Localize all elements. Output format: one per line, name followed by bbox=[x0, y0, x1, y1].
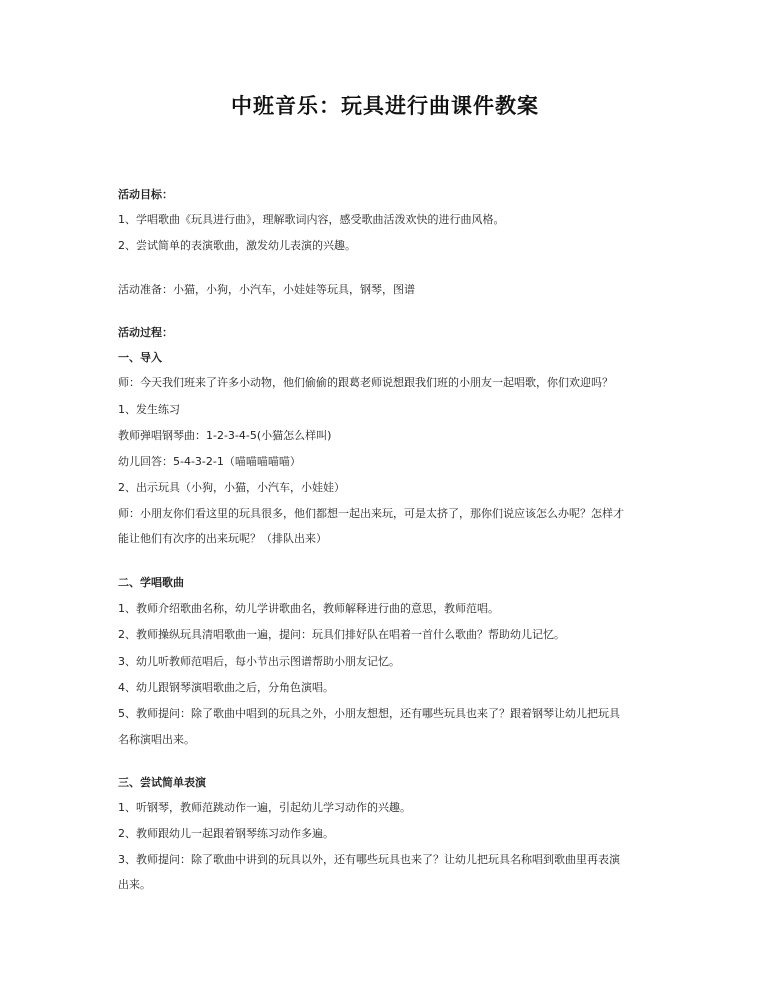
text-line: 1、学唱歌曲《玩具进行曲》，理解歌词内容，感受歌曲活泼欢快的进行曲风格。 bbox=[118, 213, 505, 226]
text-line: 1、发生练习 bbox=[118, 403, 180, 416]
text-line: 2、教师跟幼儿一起跟着钢琴练习动作多遍。 bbox=[118, 827, 334, 840]
heading-intro: 一、导入 bbox=[118, 351, 162, 364]
section-label-preparation: 活动准备：小猫，小狗，小汽车，小娃娃等玩具，钢琴，图谱 bbox=[118, 283, 415, 296]
text-line: 2、教师操纵玩具清唱歌曲一遍，提问：玩具们排好队在唱着一首什么歌曲？帮助幼儿记忆。 bbox=[118, 628, 565, 641]
text-line: 师：今天我们班来了许多小动物，他们偷偷的跟葛老师说想跟我们班的小朋友一起唱歌，你们欢迎吗？ bbox=[118, 376, 613, 389]
text-line: 出来。 bbox=[118, 878, 151, 891]
text-line: 3、教师提问：除了歌曲中讲到的玩具以外，还有哪些玩具也来了？让幼儿把玩具名称唱到歌曲里再表演 bbox=[118, 853, 620, 866]
heading-learn-song: 二、学唱歌曲 bbox=[118, 576, 184, 589]
text-line: 1、教师介绍歌曲名称，幼儿学讲歌曲名，教师解释进行曲的意思，教师范唱。 bbox=[118, 602, 499, 615]
text-line: 3、幼儿听教师范唱后，每小节出示图谱帮助小朋友记忆。 bbox=[118, 655, 400, 668]
text-line: 名称演唱出来。 bbox=[118, 733, 195, 746]
text-line: 5、教师提问：除了歌曲中唱到的玩具之外，小朋友想想，还有哪些玩具也来了？跟着钢琴让幼儿把玩具 bbox=[118, 707, 620, 720]
text-line: 2、出示玩具（小狗，小猫，小汽车，小娃娃） bbox=[118, 481, 345, 494]
heading-performance: 三、尝试简单表演 bbox=[118, 776, 206, 789]
document-title: 中班音乐：玩具进行曲课件教案 bbox=[231, 93, 539, 118]
text-line: 2、尝试简单的表演歌曲，激发幼儿表演的兴趣。 bbox=[118, 239, 356, 252]
section-label-goals: 活动目标： bbox=[118, 188, 173, 201]
text-line: 1、听钢琴，教师范跳动作一遍，引起幼儿学习动作的兴趣。 bbox=[118, 801, 411, 814]
text-line: 能让他们有次序的出来玩呢？（排队出来） bbox=[118, 532, 327, 545]
text-line: 4、幼儿跟钢琴演唱歌曲之后，分角色演唱。 bbox=[118, 681, 334, 694]
text-line: 师：小朋友你们看这里的玩具很多，他们都想一起出来玩，可是太挤了，那你们说应该怎么办呢？怎样才 bbox=[118, 507, 624, 520]
section-label-process: 活动过程： bbox=[118, 326, 173, 339]
text-line: 教师弹唱钢琴曲：1-2-3-4-5(小猫怎么样叫) bbox=[118, 429, 332, 442]
text-line: 幼儿回答：5-4-3-2-1（喵喵喵喵喵） bbox=[118, 455, 301, 468]
